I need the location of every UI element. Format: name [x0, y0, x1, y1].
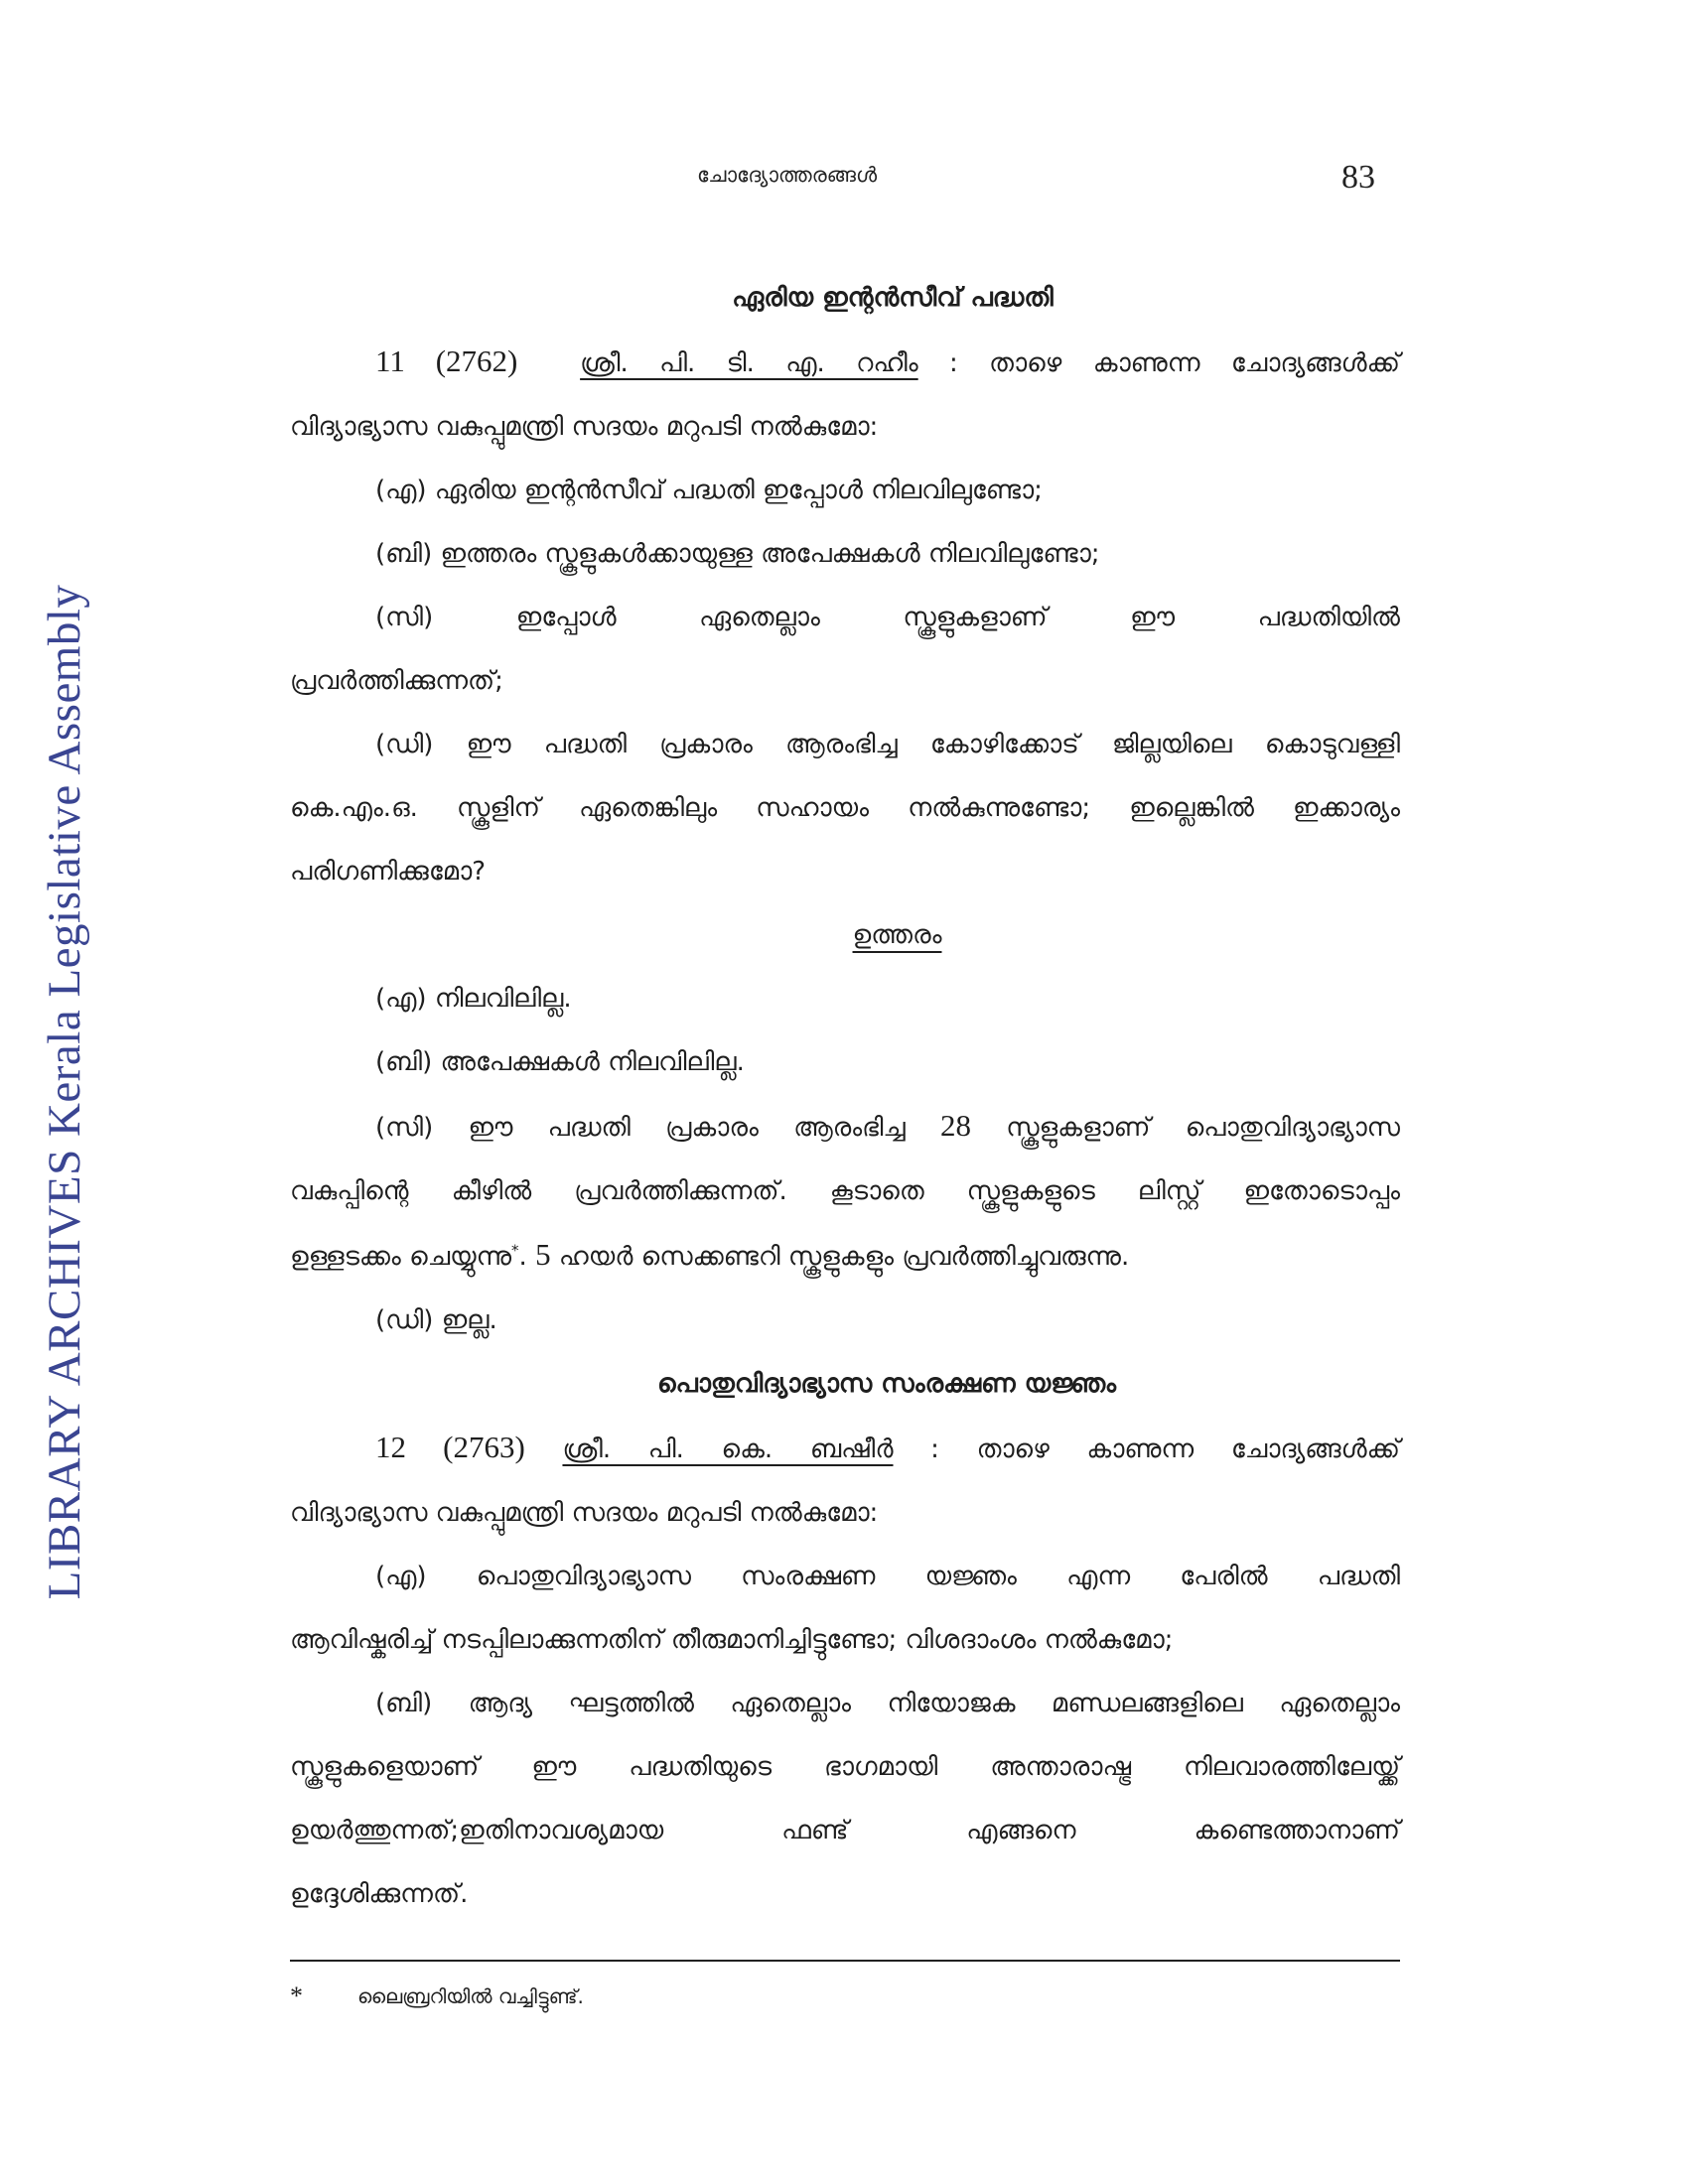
- answer-c-text-4: ഹയർ സെക്കണ്ടറി സ്കൂളുകളും പ്രവർത്തിച്ചുവരുന്നു.: [550, 1242, 1130, 1272]
- q11-question-c-cont: പ്രവർത്തിക്കുന്നത്;: [290, 666, 503, 696]
- footnote-ref: *: [511, 1241, 519, 1260]
- member-name: ശ്രീ. പി. കെ. ബഷീർ: [562, 1434, 894, 1464]
- answer-c-text: (സി) ഈ പദ്ധതി പ്രകാരം ആരംഭിച്ച: [375, 1113, 940, 1143]
- q11-answer-c: [290, 1094, 1400, 1160]
- q11-answer-c-end: [290, 1223, 1400, 1289]
- q11-answer-c-cont: വകുപ്പിന്റെ കീഴിൽ പ്രവർത്തിക്കുന്നത്. കൂടാതെ സ്കൂളുകളുടെ ലിസ്റ്റ് ഇതോടൊപ്പം: [290, 1176, 1400, 1206]
- running-title: ചോദ്യോത്തരങ്ങൾ: [697, 163, 878, 187]
- footnote-marker: *: [290, 1981, 303, 2010]
- q11-question-d: (ഡി) ഈ പദ്ധതി പ്രകാരം ആരംഭിച്ച കോഴിക്കോട് ജില്ലയിലെ കൊടുവള്ളി: [375, 730, 1400, 759]
- answer-heading-text: ഉത്തരം: [852, 920, 942, 950]
- section-title-q11: ഏരിയ ഇന്റൻസീവ് പദ്ധതി: [732, 283, 1054, 313]
- q12-question-b-cont: സ്കൂളുകളെയാണ് ഈ പദ്ധതിയുടെ ഭാഗമായി അന്താരാഷ്ട്ര നിലവാരത്തിലേയ്ക്ക്: [290, 1752, 1400, 1782]
- section-title-q12: പൊതുവിദ്യാഭ്യാസ സംരക്ഷണ യജ്ഞം: [656, 1369, 1117, 1399]
- q12-question-b-cont2: ഉയർത്തുന്നത്;ഇതിനാവശ്യമായ ഫണ്ട് എങ്ങനെ കണ്ടെത്താനാണ്: [290, 1816, 1400, 1845]
- page-body: [290, 266, 1400, 1926]
- q11-question-c: (സി) ഇപ്പോൾ ഏതെല്ലാം സ്കൂളുകളാണ് ഈ പദ്ധതിയിൽ: [375, 603, 1400, 632]
- running-header: [0, 159, 1688, 199]
- q11-answer-d: (ഡി) ഇല്ല.: [375, 1305, 497, 1335]
- q11-question-d-cont: കെ.എം.ഒ. സ്കൂളിന് ഏതെങ്കിലും സഹായം നൽകുന്നുണ്ടോ; ഇല്ലെങ്കിൽ ഇക്കാര്യം: [290, 793, 1400, 823]
- q11-question-a: (എ) ഏരിയ ഇന്റൻസീവ് പദ്ധതി ഇപ്പോൾ നിലവിലുണ്ടോ;: [375, 476, 1043, 505]
- school-count: 28: [940, 1108, 971, 1143]
- page-number: 83: [1341, 159, 1375, 196]
- q11-intro-rest: : താഴെ കാണുന്ന ചോദ്യങ്ങൾക്ക്: [917, 348, 1400, 378]
- answer-c-text-2: സ്കൂളുകളാണ് പൊതുവിദ്യാഭ്യാസ: [971, 1113, 1400, 1143]
- q11-intro: [290, 330, 1400, 395]
- q12-intro-line2: വിദ്യാഭ്യാസ വകുപ്പുമന്ത്രി സദയം മറുപടി നൽകുമോ:: [290, 1498, 879, 1528]
- answer-c-text-3: ഉള്ളടക്കം ചെയ്യുന്നു: [290, 1242, 512, 1272]
- question-number: 11 (2762): [375, 343, 518, 378]
- side-watermark: LIBRARY ARCHIVES Kerala Legislative Assembly: [39, 584, 90, 1600]
- footnote-text: ലൈബ്രറിയിൽ വച്ചിട്ടുണ്ട്.: [357, 1984, 584, 2008]
- q11-intro-line2: വിദ്യാഭ്യാസ വകുപ്പുമന്ത്രി സദയം മറുപടി നൽകുമോ:: [290, 412, 879, 442]
- q11-question-d-end: പരിഗണിക്കുമോ?: [290, 857, 487, 887]
- member-name: ശ്രീ. പി. ടി. എ. റഹീം: [580, 348, 918, 378]
- q11-question-b: (ബി) ഇത്തരം സ്കൂളുകൾക്കായുള്ള അപേക്ഷകൾ നിലവിലുണ്ടോ;: [375, 539, 1100, 569]
- answer-heading: [394, 903, 1400, 967]
- q12-intro: [290, 1416, 1400, 1481]
- hs-count: 5: [535, 1237, 551, 1272]
- q12-question-b-end: ഉദ്ദേശിക്കുന്നത്.: [290, 1879, 469, 1909]
- q12-intro-rest: : താഴെ കാണുന്ന ചോദ്യങ്ങൾക്ക്: [893, 1434, 1400, 1464]
- q11-answer-a: (എ) നിലവിലില്ല.: [375, 984, 572, 1014]
- q11-answer-b: (ബി) അപേക്ഷകൾ നിലവിലില്ല.: [375, 1047, 745, 1077]
- answer-c-punct: .: [518, 1242, 536, 1272]
- q12-question-a-cont: ആവിഷ്കരിച്ച് നടപ്പിലാക്കുന്നതിന് തീരുമാനിച്ചിട്ടുണ്ടോ; വിശദാംശം നൽകുമോ;: [290, 1625, 1174, 1655]
- q12-question-a: (എ) പൊതുവിദ്യാഭ്യാസ സംരക്ഷണ യജ്ഞം എന്ന പേരിൽ പദ്ധതി: [375, 1562, 1400, 1591]
- question-number: 12 (2763): [375, 1430, 525, 1464]
- footnote-divider: [290, 1960, 1400, 1962]
- q12-question-b: (ബി) ആദ്യ ഘട്ടത്തിൽ ഏതെല്ലാം നിയോജക മണ്ഡലങ്ങളിലെ ഏതെല്ലാം: [375, 1689, 1400, 1718]
